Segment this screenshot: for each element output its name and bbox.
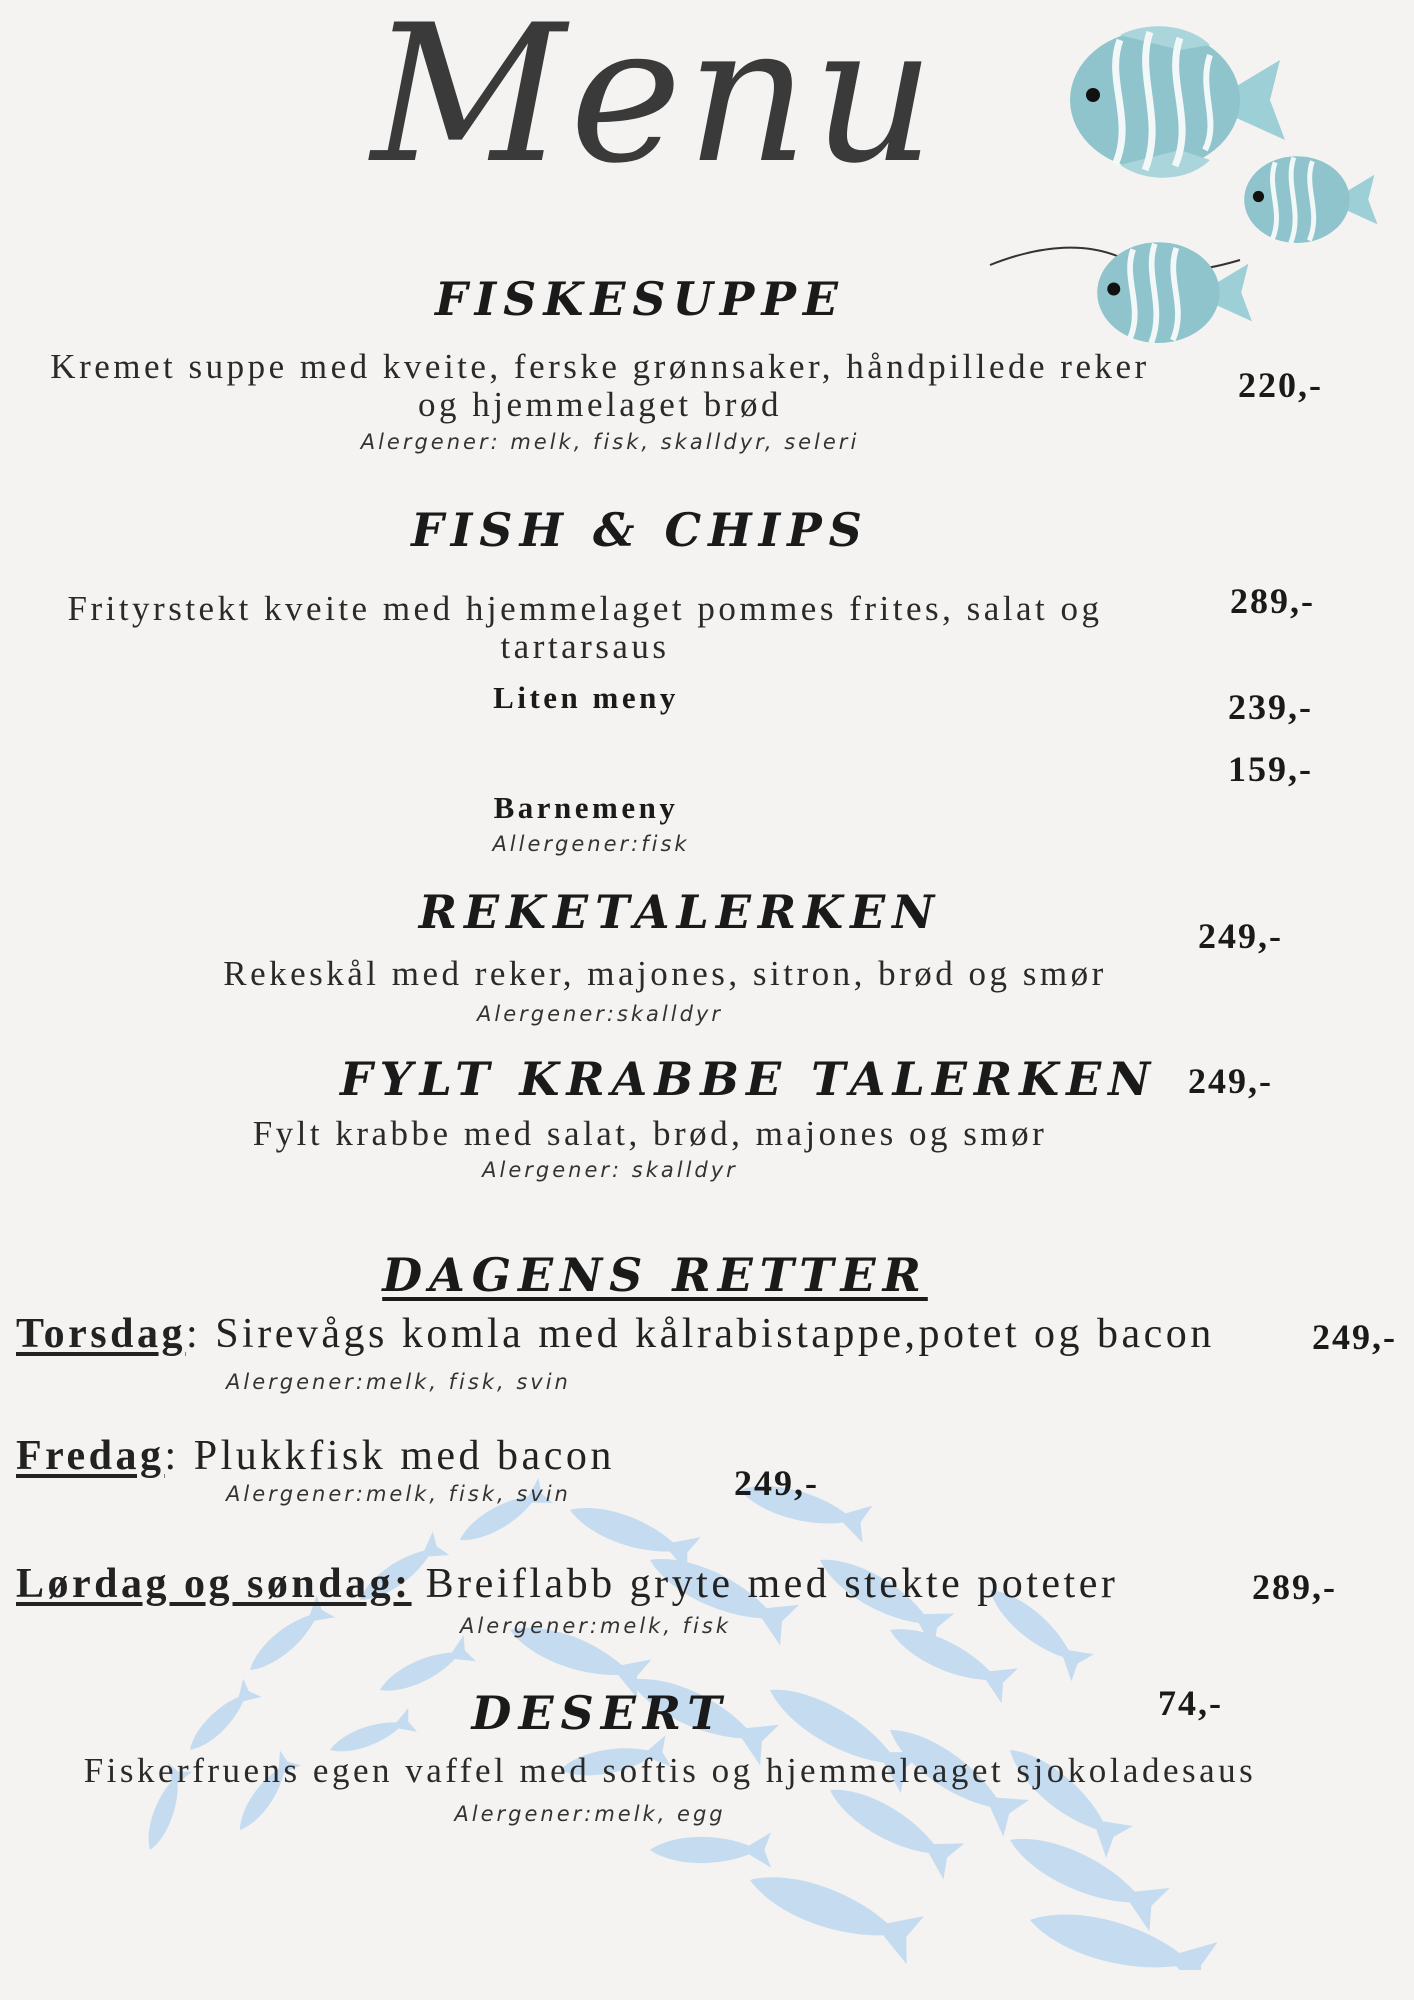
day-separator: :	[186, 1311, 202, 1357]
day-label-weekend: Lørdag og søndag:	[16, 1561, 412, 1607]
reketalerken-price: 249,-	[1198, 916, 1283, 956]
section-title-fish-chips: FISH & CHIPS	[411, 503, 869, 557]
fiskesuppe-price: 220,-	[1238, 365, 1323, 405]
daily-price-friday: 249,-	[734, 1463, 819, 1503]
day-separator: :	[164, 1433, 180, 1479]
section-title-desert: DESERT	[471, 1686, 729, 1740]
desert-price: 74,-	[1158, 1683, 1223, 1723]
desert-allergens: Alergener:melk, egg	[454, 1802, 726, 1826]
section-title-krabbe: FYLT KRABBE TALERKEN	[340, 1052, 1158, 1106]
kids-menu-label: Barnemeny	[493, 790, 679, 825]
daily-dish-thursday	[16, 1310, 1215, 1358]
page-title: Menu	[371, 0, 939, 205]
daily-allergens-weekend: Alergener:melk, fisk	[460, 1614, 731, 1638]
fish-chips-description	[0, 590, 1170, 666]
daily-dish-name: Plukkfisk med bacon	[179, 1433, 615, 1479]
fiskesuppe-description	[0, 348, 1200, 424]
krabbe-price: 249,-	[1188, 1061, 1273, 1101]
daily-price-thursday: 249,-	[1312, 1317, 1397, 1357]
daily-dish-weekend	[16, 1560, 1118, 1608]
small-menu-label: Liten meny	[493, 680, 679, 715]
fiskesuppe-allergens: Alergener: melk, fisk, skalldyr, seleri	[360, 430, 860, 454]
fiskesuppe-desc-line1: Kremet suppe med kveite, ferske grønnsaker, håndpillede reker	[50, 347, 1150, 386]
fiskesuppe-desc-line2: og hjemmelaget brød	[418, 385, 782, 424]
desert-description: Fiskerfruens egen vaffel med softis og hjemmeleaget sjokoladesaus	[83, 1751, 1257, 1790]
reketalerken-description: Rekeskål med reker, majones, sitron, brød og smør	[223, 954, 1107, 993]
section-title-fiskesuppe: FISKESUPPE	[434, 272, 845, 326]
fish-chips-allergens: Allergener:fisk	[492, 832, 690, 856]
fish-chips-price: 289,-	[1230, 581, 1315, 621]
fish-chips-desc-line1: Frityrstekt kveite med hjemmelaget pommes frites, salat og	[67, 589, 1103, 628]
daily-dish-friday	[16, 1432, 615, 1480]
fish-chips-desc-line2: tartarsaus	[500, 627, 670, 666]
daily-allergens-thursday: Alergener:melk, fisk, svin	[226, 1370, 571, 1394]
krabbe-allergens: Alergener: skalldyr	[482, 1158, 738, 1182]
daily-price-weekend: 289,-	[1252, 1567, 1337, 1607]
day-label-friday: Fredag	[16, 1433, 165, 1479]
angelfish-watercolor-icon	[980, 0, 1414, 380]
daily-allergens-friday: Alergener:melk, fisk, svin	[226, 1482, 571, 1506]
section-title-dagens-retter: DAGENS RETTER	[382, 1248, 928, 1302]
small-menu-price: 239,-	[1228, 687, 1313, 727]
daily-dish-name: Breiflabb gryte med stekte poteter	[411, 1561, 1119, 1607]
krabbe-description: Fylt krabbe med salat, brød, majones og smør	[252, 1114, 1048, 1153]
section-title-reketalerken: REKETALERKEN	[418, 885, 942, 939]
day-label-thursday: Torsdag	[16, 1311, 187, 1357]
reketalerken-allergens: Alergener:skalldyr	[477, 1002, 723, 1026]
kids-menu-price: 159,-	[1228, 749, 1313, 789]
daily-dish-name: Sirevågs komla med kålrabistappe,potet og bacon	[201, 1311, 1215, 1357]
